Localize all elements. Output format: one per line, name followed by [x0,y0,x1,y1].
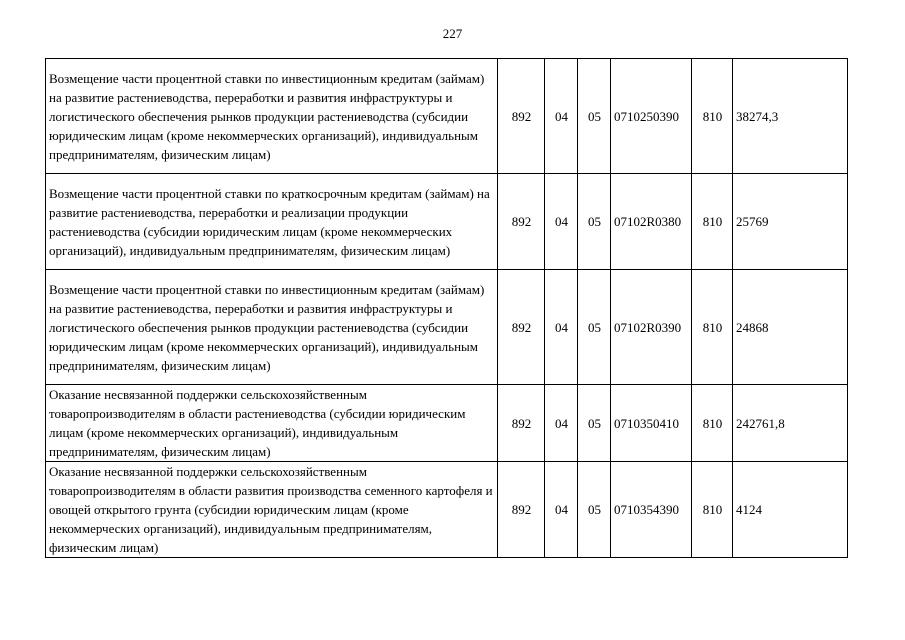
row-article-code: 0710350410 [611,385,692,462]
row-section-code: 04 [545,462,578,558]
row-description: Возмещение части процентной ставки по краткосрочным кредитам (займам) на развитие растениеводства, переработки и реализации продукции растениеводства (субсидии юридическим лицам (кроме некоммерческих организаций), индивидуальным предпринимателям, физическим лицам) [46,174,498,270]
row-expense-type: 810 [692,174,733,270]
row-amount: 4124 [733,462,848,558]
row-article-code: 07102R0390 [611,270,692,385]
row-amount: 25769 [733,174,848,270]
row-subsection-code: 05 [578,174,611,270]
row-description: Оказание несвязанной поддержки сельскохозяйственным товаропроизводителям в области развития производства семенного картофеля и овощей открытого грунта (субсидии юридическим лицам (кроме некоммерческих организаций), индивидуальным предпринимателям, физическим лицам) [46,462,498,558]
table-row [46,270,848,385]
row-article-code: 0710250390 [611,59,692,174]
budget-table-body [46,59,848,558]
table-row [46,385,848,462]
row-article-code: 07102R0380 [611,174,692,270]
row-expense-type: 810 [692,59,733,174]
row-article-code: 0710354390 [611,462,692,558]
row-subsection-code: 05 [578,462,611,558]
table-row [46,174,848,270]
row-description: Возмещение части процентной ставки по инвестиционным кредитам (займам) на развитие растениеводства, переработки и развития инфраструктуры и логистического обеспечения рынков продукции растениеводства (субсидии юридическим лицам (кроме некоммерческих организаций), индивидуальным предпринимателям, физическим лицам) [46,270,498,385]
row-ministry-code: 892 [498,174,545,270]
row-description: Оказание несвязанной поддержки сельскохозяйственным товаропроизводителям в области растениеводства (субсидии юридическим лицам (кроме некоммерческих организаций), индивидуальным предпринимателям, физическим лицам) [46,385,498,462]
row-expense-type: 810 [692,270,733,385]
page-number: 227 [442,26,463,41]
row-amount: 24868 [733,270,848,385]
row-section-code: 04 [545,174,578,270]
row-description: Возмещение части процентной ставки по инвестиционным кредитам (займам) на развитие растениеводства, переработки и развития инфраструктуры и логистического обеспечения рынков продукции растениеводства (субсидии юридическим лицам (кроме некоммерческих организаций), индивидуальным предпринимателям, физическим лицам) [46,59,498,174]
row-section-code: 04 [545,270,578,385]
row-section-code: 04 [545,385,578,462]
row-ministry-code: 892 [498,385,545,462]
row-expense-type: 810 [692,385,733,462]
row-ministry-code: 892 [498,462,545,558]
row-amount: 38274,3 [733,59,848,174]
budget-table [45,58,848,558]
row-ministry-code: 892 [498,270,545,385]
row-expense-type: 810 [692,462,733,558]
row-subsection-code: 05 [578,385,611,462]
table-row [46,462,848,558]
table-row [46,59,848,174]
row-subsection-code: 05 [578,270,611,385]
row-amount: 242761,8 [733,385,848,462]
row-section-code: 04 [545,59,578,174]
row-ministry-code: 892 [498,59,545,174]
row-subsection-code: 05 [578,59,611,174]
